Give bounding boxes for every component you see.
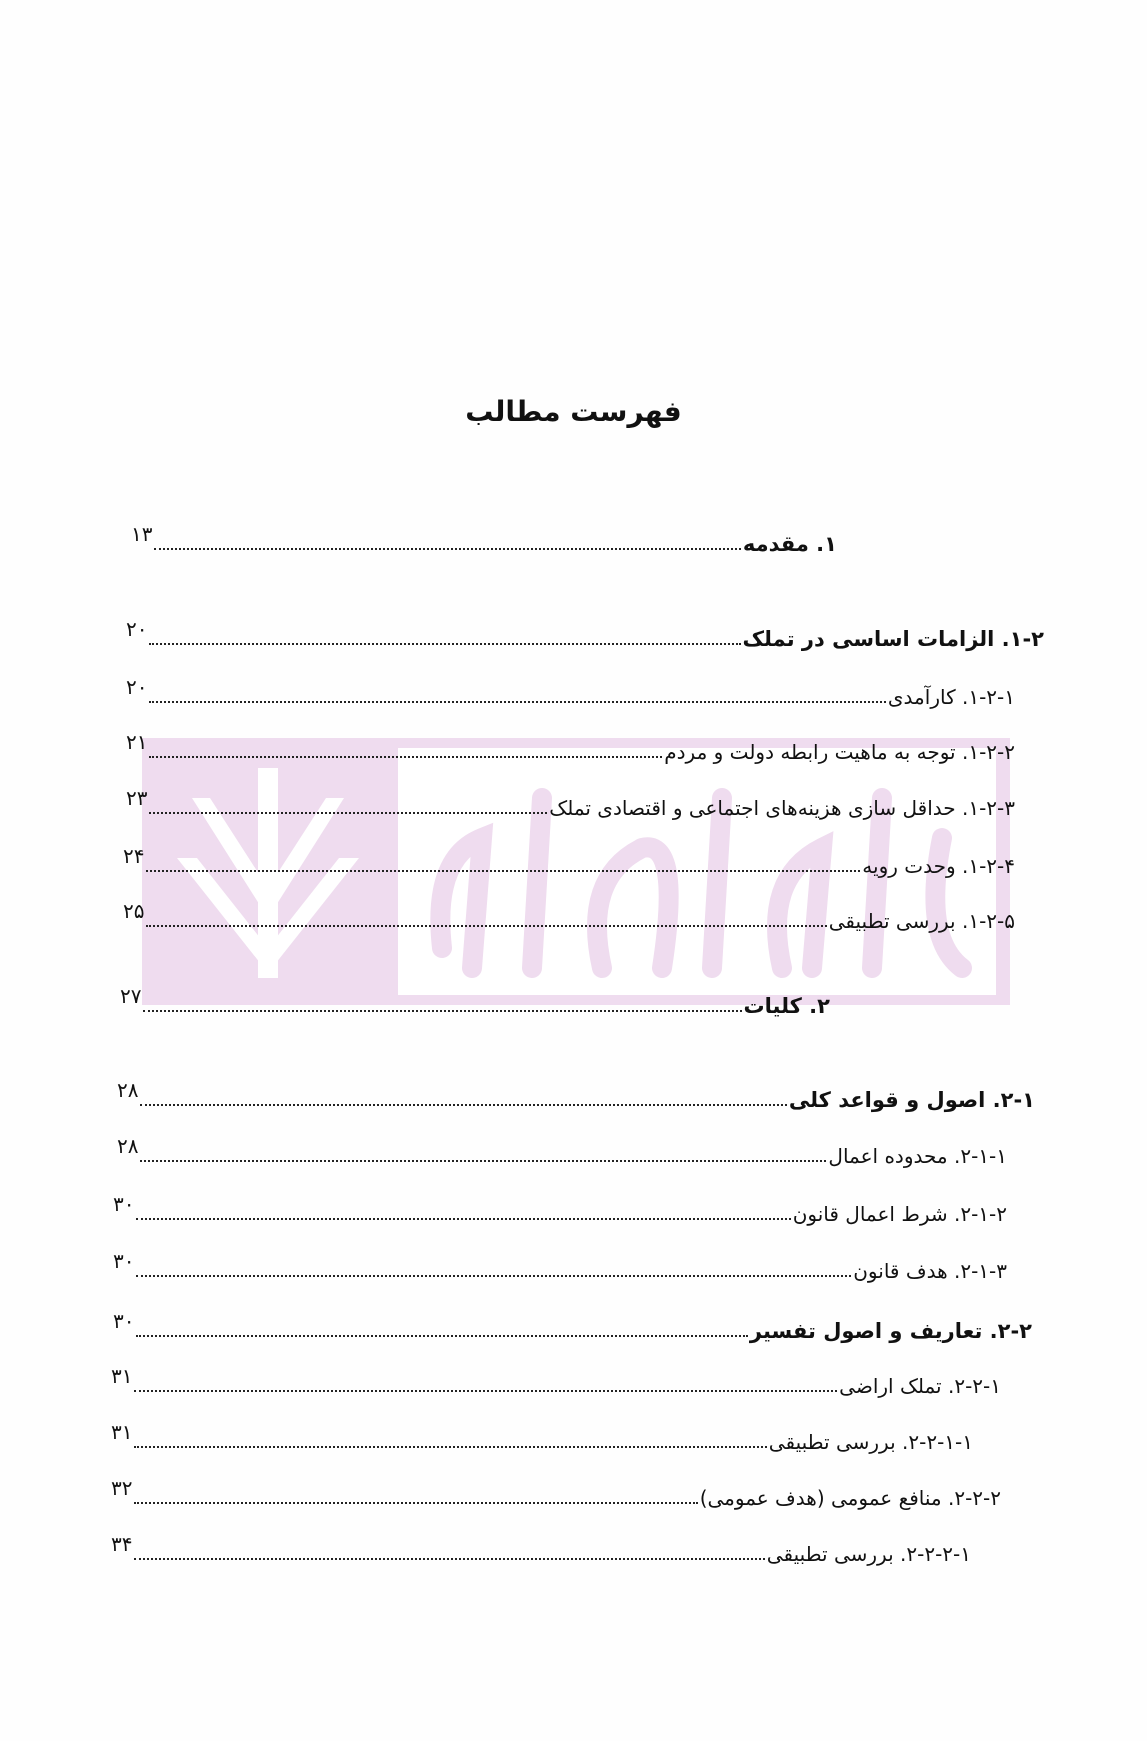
toc-label: ۱-۲-۳. حداقل سازی هزینه‌های اجتماعی و اقتصادی تملک <box>549 796 1015 820</box>
toc-label: ۲-۲. تعاریف و اصول تفسیر <box>749 1319 1032 1343</box>
toc-entry[interactable] <box>111 1366 1001 1400</box>
toc-page: ۲۴ <box>123 844 145 868</box>
toc-entry[interactable] <box>113 1251 1007 1285</box>
leader-dots <box>143 1010 741 1012</box>
toc-page: ۳۰ <box>113 1249 135 1273</box>
toc-entry[interactable] <box>111 1478 1001 1512</box>
toc-entry[interactable] <box>126 619 1044 653</box>
toc-label: ۱-۲-۴. وحدت رویه <box>862 854 1015 878</box>
toc-entry[interactable] <box>120 986 830 1020</box>
toc-label: ۲-۲-۱. تملک اراضی <box>839 1374 1001 1398</box>
toc-page: ۲۳ <box>126 786 148 810</box>
leader-dots <box>136 1275 851 1277</box>
toc-label: ۱-۲. الزامات اساسی در تملک <box>742 627 1044 651</box>
leader-dots <box>134 1558 764 1560</box>
toc-entry[interactable] <box>113 1311 1032 1345</box>
toc-label: ۲-۱-۲. شرط اعمال قانون <box>792 1202 1007 1226</box>
toc-page: ۳۰ <box>113 1309 135 1333</box>
toc-page: ۲۰ <box>126 675 148 699</box>
leader-dots <box>146 870 860 872</box>
toc-entry[interactable] <box>113 1194 1007 1228</box>
toc-label: ۲-۲-۲-۱. بررسی تطبیقی <box>766 1542 971 1566</box>
toc-entry[interactable] <box>123 901 1015 935</box>
toc-page: ۳۴ <box>111 1532 133 1556</box>
toc-page: ۳۱ <box>111 1364 133 1388</box>
toc-page: ۳۲ <box>111 1476 133 1500</box>
leader-dots <box>140 1160 826 1162</box>
toc-entry[interactable] <box>117 1080 1035 1114</box>
toc-entry[interactable] <box>126 732 1015 766</box>
toc-entry[interactable] <box>131 524 837 558</box>
toc-page: ۳۱ <box>111 1420 133 1444</box>
leader-dots <box>134 1390 837 1392</box>
toc-label: ۲-۱. اصول و قواعد کلی <box>788 1088 1035 1112</box>
toc-page: ۲۰ <box>126 617 148 641</box>
toc-page: ۱۳ <box>131 522 153 546</box>
toc-entry[interactable] <box>111 1534 971 1568</box>
leader-dots <box>136 1335 747 1337</box>
toc-label: ۲-۱-۱. محدوده اعمال <box>828 1144 1007 1168</box>
toc-label: ۱-۲-۱. کارآمدی <box>887 685 1015 709</box>
toc-label: ۱. مقدمه <box>742 532 837 556</box>
toc-page: ۲۸ <box>117 1134 139 1158</box>
leader-dots <box>146 925 826 927</box>
leader-dots <box>154 548 740 550</box>
toc-entry[interactable] <box>111 1422 973 1456</box>
leader-dots <box>140 1104 786 1106</box>
leader-dots <box>134 1502 697 1504</box>
toc-entry[interactable] <box>126 677 1015 711</box>
toc-entry[interactable] <box>117 1136 1007 1170</box>
leader-dots <box>134 1446 766 1448</box>
toc-page: ۲۷ <box>120 984 142 1008</box>
toc-entry[interactable] <box>126 788 1015 822</box>
toc-label: ۲-۲-۱-۱. بررسی تطبیقی <box>768 1430 973 1454</box>
leader-dots <box>149 756 662 758</box>
page-title: فهرست مطالب <box>465 395 682 428</box>
leader-dots <box>149 812 547 814</box>
toc-label: ۲. کلیات <box>743 994 830 1018</box>
leader-dots <box>149 701 885 703</box>
toc-label: ۲-۲-۲. منافع عمومی (هدف عمومی) <box>699 1486 1001 1510</box>
leader-dots <box>149 643 740 645</box>
toc-entry[interactable] <box>123 846 1015 880</box>
toc-page: ۲۸ <box>117 1078 139 1102</box>
toc-page: ۲۵ <box>123 899 145 923</box>
toc-label: ۱-۲-۵. بررسی تطبیقی <box>828 909 1015 933</box>
toc-page: ۲۱ <box>126 730 148 754</box>
toc-page: ۳۰ <box>113 1192 135 1216</box>
leader-dots <box>136 1218 790 1220</box>
toc-label: ۲-۱-۳. هدف قانون <box>853 1259 1007 1283</box>
toc-label: ۱-۲-۲. توجه به ماهیت رابطه دولت و مردم <box>664 740 1015 764</box>
